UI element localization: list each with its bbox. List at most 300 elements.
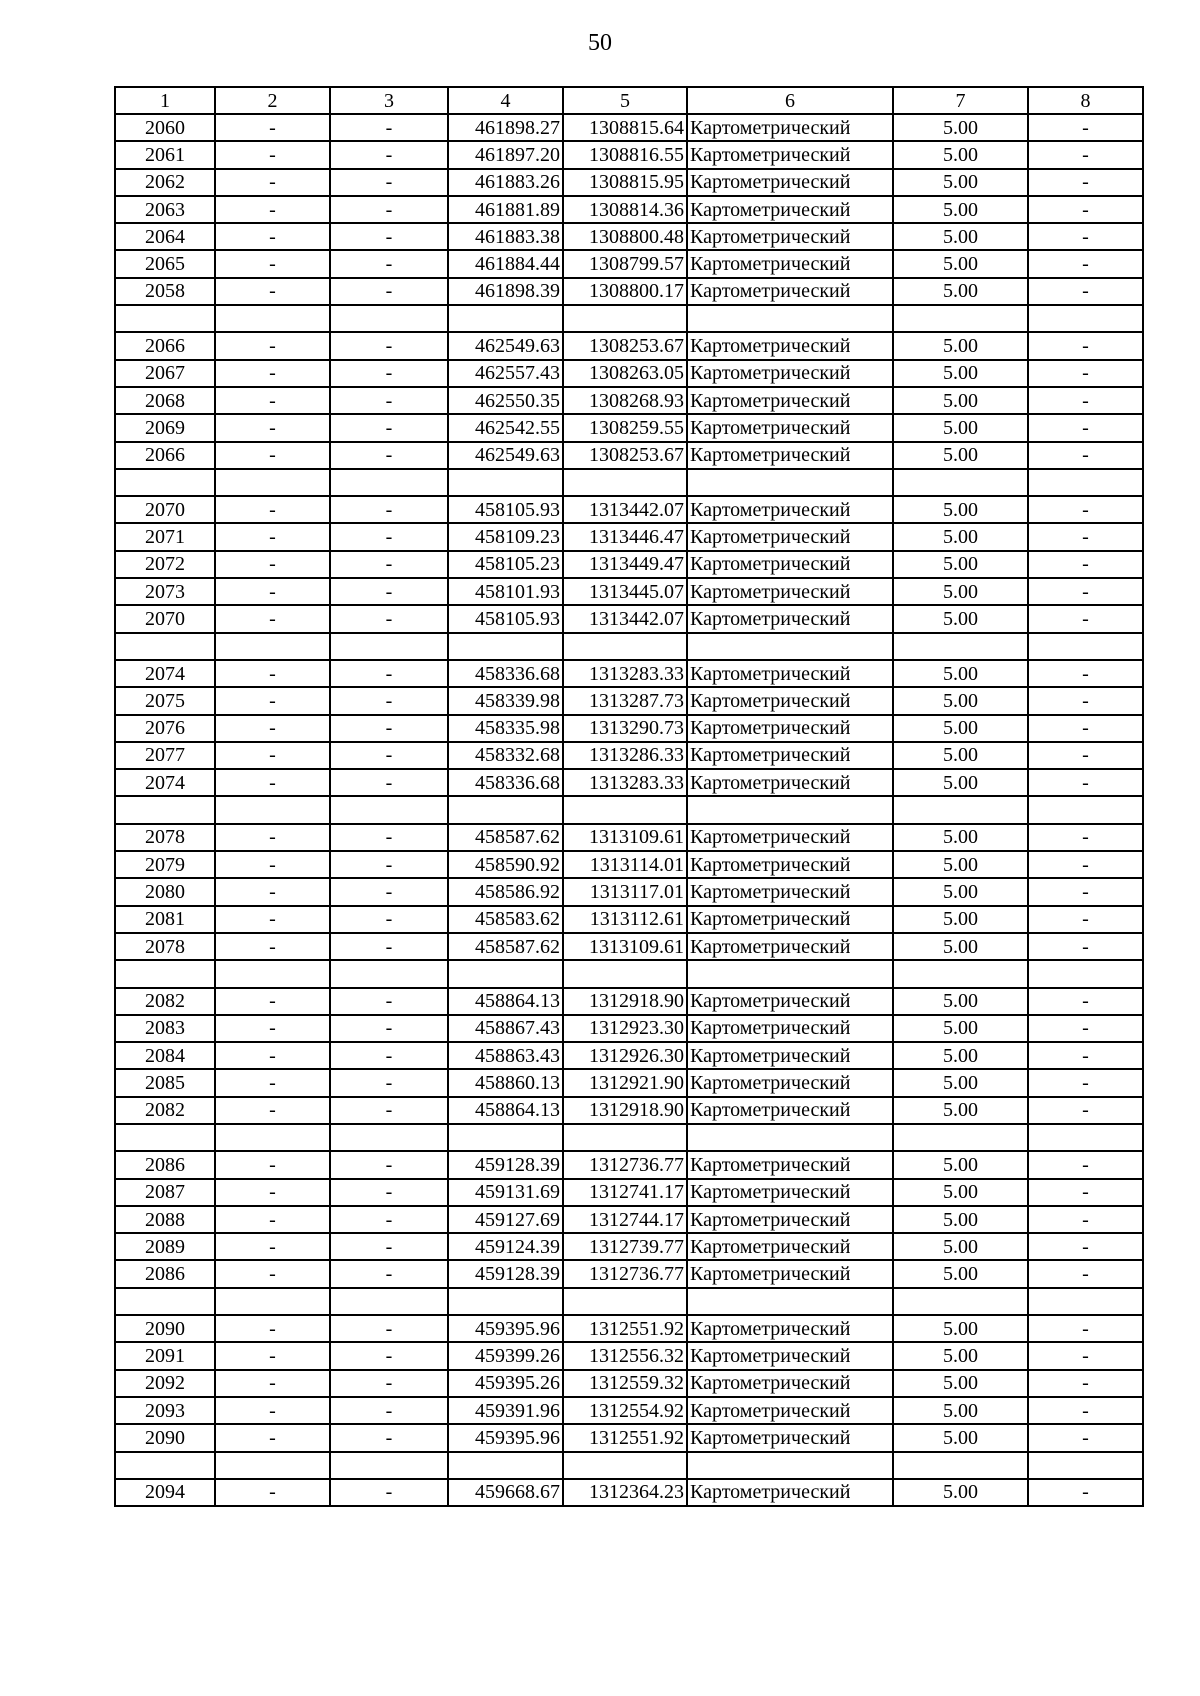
method-cell: Картометрический — [687, 1069, 893, 1096]
point-number-cell — [115, 305, 215, 332]
col3-cell: - — [330, 114, 448, 141]
table-row — [115, 1124, 1143, 1151]
point-number-cell: 2070 — [115, 496, 215, 523]
col8-cell: - — [1028, 1179, 1143, 1206]
col3-cell: - — [330, 1260, 448, 1287]
table-row — [115, 633, 1143, 660]
y-coordinate-cell: 1312918.90 — [563, 1097, 687, 1124]
y-coordinate-cell: 1313283.33 — [563, 660, 687, 687]
col3-cell: - — [330, 1097, 448, 1124]
col2-cell: - — [215, 988, 330, 1015]
col3-cell: - — [330, 605, 448, 632]
point-number-cell: 2092 — [115, 1370, 215, 1397]
point-number-cell — [115, 1124, 215, 1151]
method-cell: Картометрический — [687, 933, 893, 960]
col2-cell: - — [215, 1206, 330, 1233]
col3-cell: - — [330, 1179, 448, 1206]
x-coordinate-cell: 458335.98 — [448, 715, 563, 742]
col8-cell: - — [1028, 1097, 1143, 1124]
y-coordinate-cell: 1308268.93 — [563, 387, 687, 414]
table-row — [115, 906, 1143, 933]
point-number-cell: 2080 — [115, 878, 215, 905]
col3-cell: - — [330, 387, 448, 414]
col3-cell: - — [330, 715, 448, 742]
col3-cell: - — [330, 1015, 448, 1042]
accuracy-cell — [893, 960, 1028, 987]
y-coordinate-cell: 1312923.30 — [563, 1015, 687, 1042]
y-coordinate-cell: 1312739.77 — [563, 1233, 687, 1260]
accuracy-cell: 5.00 — [893, 660, 1028, 687]
x-coordinate-cell: 461897.20 — [448, 141, 563, 168]
table-row — [115, 278, 1143, 305]
accuracy-cell — [893, 1452, 1028, 1479]
table-row — [115, 687, 1143, 714]
x-coordinate-cell — [448, 960, 563, 987]
y-coordinate-cell: 1313442.07 — [563, 605, 687, 632]
table-row — [115, 1424, 1143, 1451]
method-cell: Картометрический — [687, 414, 893, 441]
col8-cell: - — [1028, 360, 1143, 387]
y-coordinate-cell: 1313109.61 — [563, 824, 687, 851]
point-number-cell: 2086 — [115, 1260, 215, 1287]
point-number-cell: 2074 — [115, 769, 215, 796]
accuracy-cell: 5.00 — [893, 250, 1028, 277]
col3-cell: - — [330, 1151, 448, 1178]
y-coordinate-cell: 1313112.61 — [563, 906, 687, 933]
method-cell: Картометрический — [687, 1479, 893, 1506]
point-number-cell: 2087 — [115, 1179, 215, 1206]
point-number-cell: 2078 — [115, 933, 215, 960]
point-number-cell: 2081 — [115, 906, 215, 933]
col3-cell: - — [330, 1424, 448, 1451]
col8-cell: - — [1028, 933, 1143, 960]
col3-cell — [330, 1288, 448, 1315]
point-number-cell: 2060 — [115, 114, 215, 141]
table-row — [115, 169, 1143, 196]
accuracy-cell: 5.00 — [893, 824, 1028, 851]
col3-cell: - — [330, 169, 448, 196]
method-cell — [687, 1452, 893, 1479]
col3-cell: - — [330, 1397, 448, 1424]
method-cell: Картометрический — [687, 223, 893, 250]
y-coordinate-cell — [563, 1124, 687, 1151]
accuracy-cell: 5.00 — [893, 1479, 1028, 1506]
col3-cell: - — [330, 878, 448, 905]
table-row — [115, 578, 1143, 605]
method-cell: Картометрический — [687, 1015, 893, 1042]
col2-cell: - — [215, 196, 330, 223]
y-coordinate-cell — [563, 960, 687, 987]
col2-cell: - — [215, 414, 330, 441]
col3-cell: - — [330, 906, 448, 933]
col8-cell: - — [1028, 687, 1143, 714]
x-coordinate-cell — [448, 1452, 563, 1479]
method-cell: Картометрический — [687, 1370, 893, 1397]
y-coordinate-cell: 1313449.47 — [563, 551, 687, 578]
method-cell: Картометрический — [687, 1260, 893, 1287]
method-cell: Картометрический — [687, 332, 893, 359]
table-row — [115, 1479, 1143, 1506]
method-cell: Картометрический — [687, 1397, 893, 1424]
table-header-row — [115, 87, 1143, 114]
col8-cell: - — [1028, 196, 1143, 223]
accuracy-cell: 5.00 — [893, 1069, 1028, 1096]
method-cell: Картометрический — [687, 250, 893, 277]
col8-cell: - — [1028, 278, 1143, 305]
col3-cell: - — [330, 824, 448, 851]
y-coordinate-cell: 1313287.73 — [563, 687, 687, 714]
col8-cell — [1028, 960, 1143, 987]
method-cell: Картометрический — [687, 715, 893, 742]
col3-cell: - — [330, 414, 448, 441]
col8-cell — [1028, 1124, 1143, 1151]
x-coordinate-cell: 459131.69 — [448, 1179, 563, 1206]
x-coordinate-cell: 458105.23 — [448, 551, 563, 578]
x-coordinate-cell: 458864.13 — [448, 1097, 563, 1124]
x-coordinate-cell — [448, 1288, 563, 1315]
method-cell: Картометрический — [687, 551, 893, 578]
table-row — [115, 250, 1143, 277]
table-row — [115, 332, 1143, 359]
column-header-1: 1 — [115, 87, 215, 114]
accuracy-cell: 5.00 — [893, 605, 1028, 632]
x-coordinate-cell: 462549.63 — [448, 442, 563, 469]
method-cell: Картометрический — [687, 1206, 893, 1233]
col3-cell: - — [330, 742, 448, 769]
col3-cell: - — [330, 769, 448, 796]
accuracy-cell: 5.00 — [893, 442, 1028, 469]
method-cell: Картометрический — [687, 605, 893, 632]
col3-cell — [330, 469, 448, 496]
col8-cell: - — [1028, 1424, 1143, 1451]
x-coordinate-cell: 459395.96 — [448, 1424, 563, 1451]
table-row — [115, 1288, 1143, 1315]
x-coordinate-cell: 458336.68 — [448, 660, 563, 687]
table-row — [115, 1315, 1143, 1342]
col8-cell: - — [1028, 1315, 1143, 1342]
col8-cell: - — [1028, 578, 1143, 605]
col8-cell: - — [1028, 169, 1143, 196]
x-coordinate-cell: 459128.39 — [448, 1151, 563, 1178]
x-coordinate-cell — [448, 469, 563, 496]
col2-cell: - — [215, 1397, 330, 1424]
point-number-cell: 2088 — [115, 1206, 215, 1233]
point-number-cell: 2066 — [115, 442, 215, 469]
col8-cell: - — [1028, 1260, 1143, 1287]
x-coordinate-cell: 458101.93 — [448, 578, 563, 605]
col8-cell: - — [1028, 742, 1143, 769]
table-row — [115, 414, 1143, 441]
table-row — [115, 1260, 1143, 1287]
point-number-cell: 2077 — [115, 742, 215, 769]
col3-cell: - — [330, 250, 448, 277]
point-number-cell — [115, 633, 215, 660]
x-coordinate-cell: 458586.92 — [448, 878, 563, 905]
col2-cell: - — [215, 278, 330, 305]
method-cell — [687, 1124, 893, 1151]
accuracy-cell: 5.00 — [893, 933, 1028, 960]
col2-cell: - — [215, 769, 330, 796]
table-row — [115, 769, 1143, 796]
accuracy-cell — [893, 796, 1028, 823]
y-coordinate-cell — [563, 469, 687, 496]
accuracy-cell — [893, 305, 1028, 332]
point-number-cell: 2086 — [115, 1151, 215, 1178]
col3-cell: - — [330, 141, 448, 168]
table-row — [115, 141, 1143, 168]
y-coordinate-cell: 1313117.01 — [563, 878, 687, 905]
col8-cell: - — [1028, 1397, 1143, 1424]
col3-cell: - — [330, 1315, 448, 1342]
x-coordinate-cell: 459395.26 — [448, 1370, 563, 1397]
x-coordinate-cell — [448, 305, 563, 332]
col8-cell: - — [1028, 523, 1143, 550]
col8-cell: - — [1028, 223, 1143, 250]
accuracy-cell: 5.00 — [893, 169, 1028, 196]
col2-cell: - — [215, 1179, 330, 1206]
col3-cell: - — [330, 523, 448, 550]
x-coordinate-cell: 461898.39 — [448, 278, 563, 305]
y-coordinate-cell: 1312554.92 — [563, 1397, 687, 1424]
col8-cell: - — [1028, 878, 1143, 905]
col2-cell: - — [215, 687, 330, 714]
y-coordinate-cell: 1308814.36 — [563, 196, 687, 223]
y-coordinate-cell: 1308815.95 — [563, 169, 687, 196]
table-row — [115, 523, 1143, 550]
y-coordinate-cell: 1312551.92 — [563, 1315, 687, 1342]
x-coordinate-cell: 458336.68 — [448, 769, 563, 796]
col8-cell: - — [1028, 1233, 1143, 1260]
accuracy-cell: 5.00 — [893, 1397, 1028, 1424]
point-number-cell: 2089 — [115, 1233, 215, 1260]
method-cell — [687, 1288, 893, 1315]
col3-cell — [330, 1452, 448, 1479]
col2-cell: - — [215, 933, 330, 960]
method-cell: Картометрический — [687, 906, 893, 933]
accuracy-cell: 5.00 — [893, 278, 1028, 305]
accuracy-cell — [893, 1124, 1028, 1151]
col3-cell: - — [330, 1069, 448, 1096]
table-row — [115, 387, 1143, 414]
accuracy-cell: 5.00 — [893, 223, 1028, 250]
col3-cell: - — [330, 988, 448, 1015]
col2-cell: - — [215, 169, 330, 196]
col2-cell — [215, 1288, 330, 1315]
col8-cell: - — [1028, 1015, 1143, 1042]
table-row — [115, 960, 1143, 987]
method-cell: Картометрический — [687, 278, 893, 305]
col2-cell: - — [215, 1069, 330, 1096]
y-coordinate-cell: 1313442.07 — [563, 496, 687, 523]
col8-cell: - — [1028, 769, 1143, 796]
col2-cell — [215, 633, 330, 660]
col8-cell: - — [1028, 660, 1143, 687]
col3-cell: - — [330, 933, 448, 960]
x-coordinate-cell: 458587.62 — [448, 933, 563, 960]
col3-cell: - — [330, 360, 448, 387]
method-cell: Картометрический — [687, 1233, 893, 1260]
method-cell — [687, 633, 893, 660]
method-cell: Картометрический — [687, 196, 893, 223]
col8-cell — [1028, 1288, 1143, 1315]
point-number-cell: 2067 — [115, 360, 215, 387]
point-number-cell: 2064 — [115, 223, 215, 250]
col3-cell: - — [330, 1206, 448, 1233]
method-cell: Картометрический — [687, 442, 893, 469]
table-row — [115, 1042, 1143, 1069]
accuracy-cell: 5.00 — [893, 1315, 1028, 1342]
y-coordinate-cell: 1313290.73 — [563, 715, 687, 742]
accuracy-cell: 5.00 — [893, 332, 1028, 359]
col3-cell — [330, 633, 448, 660]
table-row — [115, 223, 1143, 250]
col8-cell: - — [1028, 442, 1143, 469]
col2-cell: - — [215, 1015, 330, 1042]
col8-cell: - — [1028, 387, 1143, 414]
col2-cell: - — [215, 605, 330, 632]
column-header-4: 4 — [448, 87, 563, 114]
x-coordinate-cell: 458590.92 — [448, 851, 563, 878]
x-coordinate-cell: 461884.44 — [448, 250, 563, 277]
col8-cell: - — [1028, 906, 1143, 933]
y-coordinate-cell: 1313445.07 — [563, 578, 687, 605]
x-coordinate-cell: 459395.96 — [448, 1315, 563, 1342]
col8-cell: - — [1028, 114, 1143, 141]
y-coordinate-cell: 1313446.47 — [563, 523, 687, 550]
y-coordinate-cell: 1312921.90 — [563, 1069, 687, 1096]
y-coordinate-cell — [563, 1452, 687, 1479]
accuracy-cell: 5.00 — [893, 878, 1028, 905]
col8-cell: - — [1028, 1479, 1143, 1506]
table-row — [115, 1015, 1143, 1042]
accuracy-cell: 5.00 — [893, 196, 1028, 223]
table-row — [115, 551, 1143, 578]
accuracy-cell — [893, 633, 1028, 660]
accuracy-cell: 5.00 — [893, 360, 1028, 387]
y-coordinate-cell — [563, 305, 687, 332]
col3-cell: - — [330, 660, 448, 687]
table-row — [115, 196, 1143, 223]
table-row — [115, 1097, 1143, 1124]
table-row — [115, 305, 1143, 332]
x-coordinate-cell: 459128.39 — [448, 1260, 563, 1287]
col8-cell: - — [1028, 1042, 1143, 1069]
col8-cell: - — [1028, 1206, 1143, 1233]
method-cell: Картометрический — [687, 988, 893, 1015]
y-coordinate-cell: 1308263.05 — [563, 360, 687, 387]
col2-cell: - — [215, 906, 330, 933]
point-number-cell: 2085 — [115, 1069, 215, 1096]
x-coordinate-cell: 458860.13 — [448, 1069, 563, 1096]
point-number-cell — [115, 1452, 215, 1479]
table-row — [115, 1397, 1143, 1424]
accuracy-cell — [893, 469, 1028, 496]
table-row — [115, 796, 1143, 823]
point-number-cell: 2094 — [115, 1479, 215, 1506]
col2-cell: - — [215, 878, 330, 905]
col2-cell: - — [215, 1370, 330, 1397]
method-cell — [687, 796, 893, 823]
y-coordinate-cell: 1312556.32 — [563, 1342, 687, 1369]
method-cell: Картометрический — [687, 769, 893, 796]
col2-cell: - — [215, 223, 330, 250]
col3-cell: - — [330, 851, 448, 878]
col2-cell: - — [215, 442, 330, 469]
table-row — [115, 715, 1143, 742]
x-coordinate-cell: 459391.96 — [448, 1397, 563, 1424]
y-coordinate-cell: 1312918.90 — [563, 988, 687, 1015]
y-coordinate-cell: 1308253.67 — [563, 332, 687, 359]
accuracy-cell: 5.00 — [893, 715, 1028, 742]
accuracy-cell: 5.00 — [893, 1042, 1028, 1069]
col8-cell — [1028, 305, 1143, 332]
x-coordinate-cell: 458863.43 — [448, 1042, 563, 1069]
y-coordinate-cell: 1312736.77 — [563, 1151, 687, 1178]
col8-cell: - — [1028, 605, 1143, 632]
point-number-cell — [115, 796, 215, 823]
point-number-cell: 2074 — [115, 660, 215, 687]
col3-cell — [330, 1124, 448, 1151]
point-number-cell: 2058 — [115, 278, 215, 305]
method-cell: Картометрический — [687, 141, 893, 168]
col2-cell: - — [215, 387, 330, 414]
table-row — [115, 660, 1143, 687]
col8-cell — [1028, 633, 1143, 660]
col8-cell: - — [1028, 1069, 1143, 1096]
table-row — [115, 442, 1143, 469]
col2-cell — [215, 305, 330, 332]
col8-cell: - — [1028, 414, 1143, 441]
point-number-cell: 2065 — [115, 250, 215, 277]
point-number-cell: 2066 — [115, 332, 215, 359]
table-row — [115, 933, 1143, 960]
accuracy-cell: 5.00 — [893, 906, 1028, 933]
x-coordinate-cell: 458332.68 — [448, 742, 563, 769]
point-number-cell: 2090 — [115, 1424, 215, 1451]
y-coordinate-cell: 1308799.57 — [563, 250, 687, 277]
x-coordinate-cell: 462557.43 — [448, 360, 563, 387]
x-coordinate-cell: 461898.27 — [448, 114, 563, 141]
y-coordinate-cell: 1308259.55 — [563, 414, 687, 441]
x-coordinate-cell: 459124.39 — [448, 1233, 563, 1260]
col3-cell: - — [330, 551, 448, 578]
accuracy-cell: 5.00 — [893, 687, 1028, 714]
col2-cell — [215, 960, 330, 987]
accuracy-cell: 5.00 — [893, 1151, 1028, 1178]
x-coordinate-cell — [448, 796, 563, 823]
x-coordinate-cell: 462550.35 — [448, 387, 563, 414]
method-cell: Картометрический — [687, 387, 893, 414]
col3-cell: - — [330, 196, 448, 223]
col8-cell: - — [1028, 988, 1143, 1015]
y-coordinate-cell — [563, 633, 687, 660]
point-number-cell: 2076 — [115, 715, 215, 742]
accuracy-cell: 5.00 — [893, 114, 1028, 141]
table-row — [115, 988, 1143, 1015]
point-number-cell: 2091 — [115, 1342, 215, 1369]
method-cell: Картометрический — [687, 169, 893, 196]
y-coordinate-cell: 1313109.61 — [563, 933, 687, 960]
col3-cell: - — [330, 1042, 448, 1069]
y-coordinate-cell — [563, 1288, 687, 1315]
point-number-cell — [115, 1288, 215, 1315]
x-coordinate-cell: 458109.23 — [448, 523, 563, 550]
col2-cell: - — [215, 1097, 330, 1124]
point-number-cell: 2084 — [115, 1042, 215, 1069]
method-cell: Картометрический — [687, 578, 893, 605]
method-cell: Картометрический — [687, 1342, 893, 1369]
col3-cell: - — [330, 496, 448, 523]
